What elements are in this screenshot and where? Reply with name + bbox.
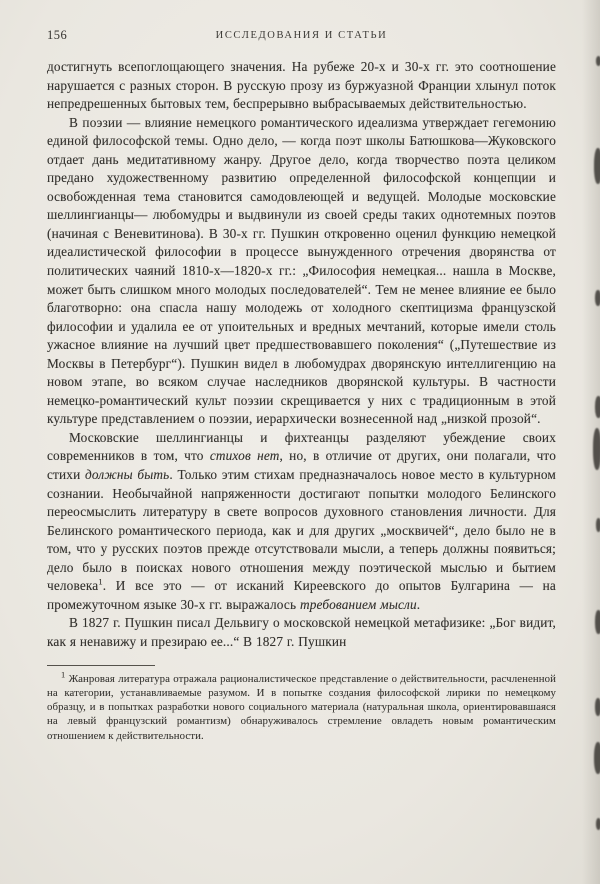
scan-artifact [595,610,600,634]
scan-artifact [596,518,600,532]
paragraph: В поэзии — влияние немецкого романтического идеализма утверждает гегемонию единой философской темы. Одно дело, — когда поэт школы Батюшкова—Жуковского отдает дань медитативному жанру. Другое дело, когда творчество поэта целиком предано художественному развитию определенной философской концепции и освобожденная тема становится самодовлеющей и ведущей. Молодые московские шеллингианцы— любомудры и выдвинули из своей среды таких однотемных поэтов (начиная с Веневитинова). В 30-х гг. Пушкин откровенно оценил функцию немецкой идеалистической философии в процессе вынужденного отречения дворянства от политических чаяний 1810-х—1820-х гг.: „Философия немецкая... нашла в Москве, может быть слишком много молодых последователей“. Тем не менее влияние ее было благотворно: она спасла нашу молодежь от холодного скептицизма французской философии и удалила ее от упоительных и вредных мечтаний, которые имели столь ужасное влияние на лучший цвет предшествовавшего поколения“ („Путешествие из Москвы в Петербург“). Пушкин видел в любомудрах дворянскую интеллигенцию на новом этапе, во всяком случае наследников дворянской культуры. В частности немецко-романтический культ поэзии скрещивается у них с традиционным в этой культуре представлением о поэзии, иерархически вознесенной над „низкой прозой“. [47,114,556,427]
paragraph: достигнуть всепоглощающего значения. На рубеже 20-х и 30-х гг. это соотношение нарушается с разных сторон. В русскую прозу из буржуазной Франции хлынул поток непредрешенных бытовых тем, беспрерывно выбрасываемых действительностью. [47,59,556,112]
scan-artifact [595,698,600,716]
running-header [47,28,556,50]
footnote-separator [47,665,155,666]
page-content [47,28,556,743]
scan-artifact [595,290,600,306]
scan-artifact [594,148,600,184]
scan-artifact [593,428,600,470]
paragraph: В 1827 г. Пушкин писал Дельвигу о московской немецкой метафизике: „Бог видит, как я ненавижу и презираю ее...“ В 1827 г. Пушкин [47,615,556,649]
footnote-text: $^1$ Жанровая литература отражала рационалистическое представление о действительности, расчлененной на категории, устанавливаемые разумом. И в попытке создания философской лирики по немецкому образцу, и в попытках разработки нового социального материала (натуральная школа, ориентировавшаяся на левый французский романтизм) обнаруживалось стремление овладеть новым романтическим отношением к действительности. [47,668,556,742]
scan-artifact [594,742,600,774]
scan-artifact [596,56,600,66]
scan-artifact [596,818,600,830]
page-number: 156 [47,28,68,42]
paragraph: Московские шеллингианцы и фихтеанцы разделяют убеждение своих современников в том, что стихов нет, но, в отличие от других, они полагали, что стихи должны быть. Только этим стихам предназначалось новое место в культурном сознании. Необычайной напряженности достигают попытки молодого Белинского переосмыслить литературу в свете вопросов духовного становления личности. Для Белинского романтического периода, как и для других „москвичей“, дело было не в том, что у русских поэтов прежде отсутствовали мысли, а теперь должны появиться; дело было в поисках нового отношения между поэтической мыслью и бытием человека$^1$. И все это — от исканий Киреевского до опытов Булгарина — на промежуточном языке 30-х гг. выражалось требованием мысли. [47,429,557,612]
running-header-title: ИССЛЕДОВАНИЯ И СТАТЬИ [215,30,388,41]
scan-artifact [595,396,600,418]
body-text [47,58,556,652]
